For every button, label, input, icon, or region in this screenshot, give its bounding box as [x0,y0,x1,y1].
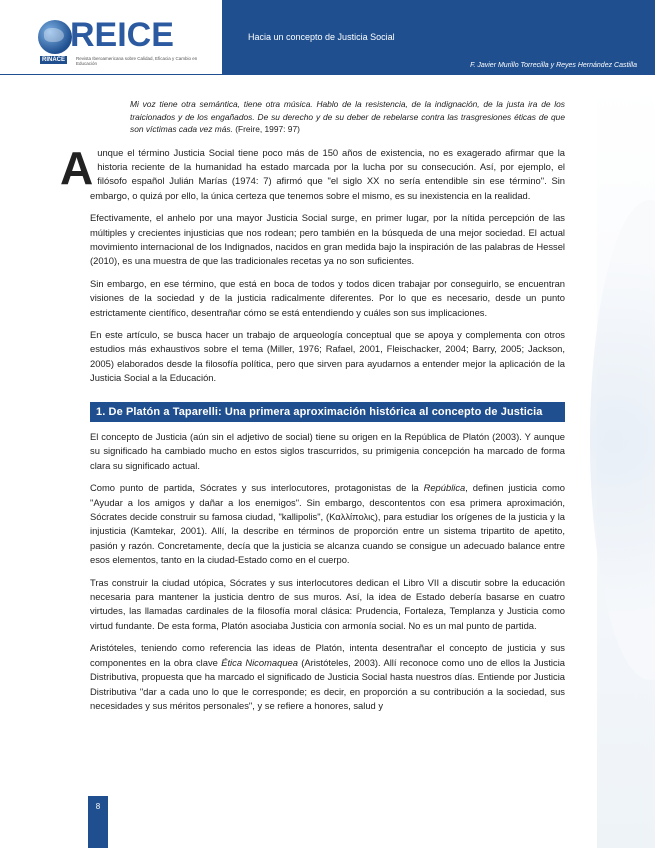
article-body [60,98,565,721]
s1p4-b: (Aristóteles, 2003). Allí reconoce como uno de ellos la Justicia Distributiva, propuesta que ha marcado el significado de Justicia Social hasta nuestros días. Entiende por Justicia Distributiva "dar a cada uno lo que le corresponde; es decir, en proporción a su contribución a la sociedad, sus necesidades y sus méritos personales", y se refiere a honores, salud y [90,656,565,711]
section1-paragraph-1: El concepto de Justicia (aún sin el adjetivo de social) tiene su origen en la República de Platón (2003). Y aunque su significado ha cambiado mucho en estos siglos trascurridos, su primigenia concepción ha marcado de forma clara su significado actual. [90,431,565,471]
page-header [0,0,655,80]
header-divider [0,74,655,75]
epigraph-citation: (Freire, 1997: 97) [235,124,300,134]
logo-text: REICE [70,16,174,54]
epigraph [130,98,565,136]
s1p2-emphasis: República [423,482,466,494]
logo-subtitle: Revista Iberoamericana sobre Calidad, Eficacia y Cambio en Educación [76,56,198,66]
intro-paragraph-3: Sin embargo, en ese término, que está en boca de todos y todos dicen trabajar por conseguirlo, se encuentran visiones de la sociedad y de la justicia radicalmente diferentes. Por lo que es necesario, desde un punto estrictamente científico, desentrañar cómo se está entendiendo y cuáles son sus implicaciones. [90,277,565,318]
running-authors: F. Javier Murillo Torrecilla y Reyes Hernández Castilla [470,62,637,69]
page-number: 8 [88,796,108,848]
s1p4-a: Aristóteles, teniendo como referencia las ideas de Platón, intenta desentrañar el concepto de justicia y sus componentes en la obra clave [90,642,565,668]
intro-p1-text: unque el término Justicia Social tiene poco más de 150 años de existencia, no es exagerado afirmar que la historia reciente de la humanidad ha estado marcada por la lucha por su consecución. Así, por ejemplo, el filósofo español Julián Marías (1974: 7) afirmó que "el siglo XX no sería entendible sin ese término". Sin embargo, o quizá por ello, la única certeza que tenemos sobre el mismo, es su inexistencia en la realidad. [90,146,565,201]
intro-paragraph-4: En este artículo, se busca hacer un trabajo de arqueología conceptual que se apoya y complementa con otros estudios más exhaustivos sobre el tema (Miller, 1976; Rafael, 2001, Fleischacker, 2004; Barry, 2005; Jackson, 2005) elaborados desde la filosofía política, pero que sirven para ayudarnos a entender mejor la aplicación de la Justicia Social a la Educación. [90,328,565,384]
s1p4-emphasis: Ética Nicomaquea [221,656,298,668]
epigraph-text: Mi voz tiene otra semántica, tiene otra música. Hablo de la resistencia, de la indignación, de la justa ira de los traicionados y de los engañados. De su derecho y de su deber de rebelarse contra las trasgresiones éticas de que son víctimas cada vez más. [130,99,565,134]
section1-paragraph-4 [90,641,565,713]
globe-icon [38,20,72,54]
s1p2-b: , definen justicia como "Ayudar a los amigos y dañar a los enemigos". Sin embargo, descontentos con esa primera aproximación, Sócrates decide construir su famosa ciudad, "kallipolis", (Καλλίπολις), para estudiar los orígenes de la justicia y la injusticia (Kamtekar, 2001). Allí, la describe en términos de proporción entre un sistema tripartito de apetito, pasión y razón. Concretamente, decía que la justicia se alcanza cuando se consigue un adecuado balance entre esos elementos, tanto en la ciudad-Estado como en el cuerpo. [90,482,565,566]
section1-paragraph-2 [90,481,565,567]
s1p2-a: Como punto de partida, Sócrates y sus interlocutores, protagonistas de la [90,482,424,494]
section-heading: 1. De Platón a Taparelli: Una primera aproximación histórica al concepto de Justicia [90,402,565,422]
intro-paragraph-1 [60,141,565,204]
running-title: Hacia un concepto de Justicia Social [248,32,395,42]
section1-paragraph-3: Tras construir la ciudad utópica, Sócrates y sus interlocutores dedican el Libro VII a discutir sobre la educación necesaria para mantener la justicia dentro de sus muros. Así, la idea de Estado debería basarse en cuatro virtudes, las llamadas cardinales de la filosofía moral clásica: Prudencia, Fortaleza, Templanza y Justicia como virtud fundante. De esta forma, Platón asociaba Justicia con armonía social. No es un mal punto de partida. [90,576,565,631]
reice-logo [38,16,218,68]
intro-paragraph-2: Efectivamente, el anhelo por una mayor Justicia Social surge, en primer lugar, por la nítida percepción de las múltiples y crecientes injusticias que nos rodean; pero también en la búsqueda de una mejor sociedad. El actual movimiento internacional de los Indignados, nacidos en gran medida bajo la inspiración de las palabras de Hessel (2010), es una muestra de que las tradicionales recetas ya no son suficientes. [90,212,565,267]
drop-cap: A [60,141,94,194]
rinace-badge: RINACE [42,57,66,63]
